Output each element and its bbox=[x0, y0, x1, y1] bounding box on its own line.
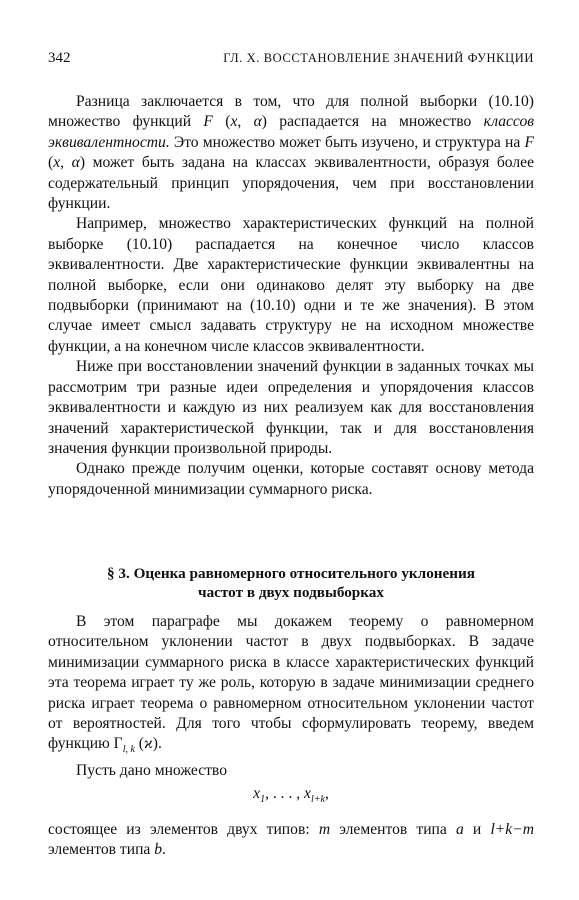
math-symbol: a bbox=[455, 821, 464, 838]
paragraph-5 bbox=[48, 612, 534, 761]
paragraph-4: Однако прежде получим оценки, которые составят основу метода упорядоченной минимизации суммарного риска. bbox=[48, 460, 534, 498]
page-number: 342 bbox=[48, 50, 71, 66]
text-run: ) распадается на множество bbox=[261, 113, 484, 131]
paragraph-1 bbox=[48, 92, 534, 214]
math-symbol: m bbox=[318, 821, 331, 838]
text-run: ). bbox=[152, 735, 162, 753]
text-run: . bbox=[162, 841, 166, 859]
paragraph-3: Ниже при восстановлении значений функции в заданных точках мы рассмотрим три разные идеи определения и упорядочения классов эквивалентности и каждую из них реализуем как для восстановления значений характеристической функции, так и для восстановления значения функции произвольной природы. bbox=[48, 358, 534, 457]
text-run: элементов типа bbox=[330, 821, 456, 838]
math-expression: l+k−m bbox=[490, 821, 534, 838]
math-symbol: Γ bbox=[113, 735, 123, 753]
math-symbol: ϰ bbox=[144, 735, 153, 753]
section-title-line-2: частот в двух подвыборках bbox=[198, 584, 384, 601]
math-symbol: α bbox=[253, 113, 262, 131]
math-symbol: F bbox=[203, 113, 213, 131]
math-subscript: l+k bbox=[310, 794, 325, 806]
paragraph-7 bbox=[48, 820, 534, 861]
math-symbol: F bbox=[524, 133, 534, 151]
math-ellipsis: , . . . , bbox=[265, 785, 305, 802]
emphasized-term: классов эквивалентности. bbox=[48, 113, 535, 151]
text-block-after-section bbox=[48, 612, 534, 781]
text-run: состоящее из элементов двух типов: bbox=[48, 821, 319, 838]
text-run: ( bbox=[48, 154, 54, 172]
display-formula bbox=[48, 785, 534, 805]
math-symbol: x bbox=[230, 113, 238, 131]
section-heading bbox=[48, 564, 534, 602]
running-title: ГЛ. X. ВОССТАНОВЛЕНИЕ ЗНАЧЕНИЙ ФУНКЦИИ bbox=[223, 51, 534, 65]
paragraph-2: Например, множество характеристических функций на полной выборке (10.10) распадается на конечное число классов эквивалентности. Две характеристические функции эквивалентны на полной выборке, если они одинаково делят эту выборку на две подвыборки (принимают на (10.10) одни и те же значения). В этом случае имеет смысл задавать структуру не на исходном множестве функции, а на конечном числе классов эквивалентности. bbox=[48, 215, 534, 355]
text-run: ( bbox=[212, 113, 231, 131]
math-symbol: x bbox=[53, 154, 61, 172]
text-run: ( bbox=[134, 735, 144, 753]
text-run: В этом параграфе мы докажем теорему о равномерном относительном уклонении частот в двух подвыборках. В задаче минимизации суммарного риска в классе характеристических функций эта теорема играет ту же роль, которую в задаче минимизации среднего риска играет теорема о равномерном относительном уклонении частот от вероятностей. Для того чтобы сформулировать теорему, введем функцию bbox=[48, 613, 534, 753]
paragraph-6: Пусть дано множество bbox=[76, 761, 227, 779]
math-symbol: x bbox=[253, 785, 261, 802]
math-punctuation: , bbox=[324, 785, 329, 802]
text-run: , bbox=[237, 113, 254, 131]
text-block-final bbox=[48, 820, 534, 861]
math-symbol: b bbox=[154, 841, 163, 859]
math-symbol: x bbox=[304, 785, 311, 802]
text-run: Это множество может быть изучено, и структура на bbox=[169, 133, 525, 151]
math-symbol: α bbox=[71, 154, 80, 172]
text-run: , bbox=[60, 154, 72, 172]
math-subscript: 1 bbox=[260, 794, 266, 806]
text-block-before-section bbox=[48, 92, 534, 500]
text-run: Разница заключается в том, что для полной выборки (10.10) множество функций bbox=[48, 93, 534, 131]
section-title-line-1: § 3. Оценка равномерного относительного уклонения bbox=[107, 565, 475, 582]
math-subscript: l, k bbox=[122, 744, 135, 756]
text-run: ) может быть задана на классах эквивалентности, образуя более содержательный принцип упорядочения, чем при восстановлении функции. bbox=[48, 154, 535, 213]
page-header bbox=[48, 50, 534, 70]
text-run: и bbox=[463, 821, 491, 838]
text-run: элементов типа bbox=[48, 841, 155, 859]
